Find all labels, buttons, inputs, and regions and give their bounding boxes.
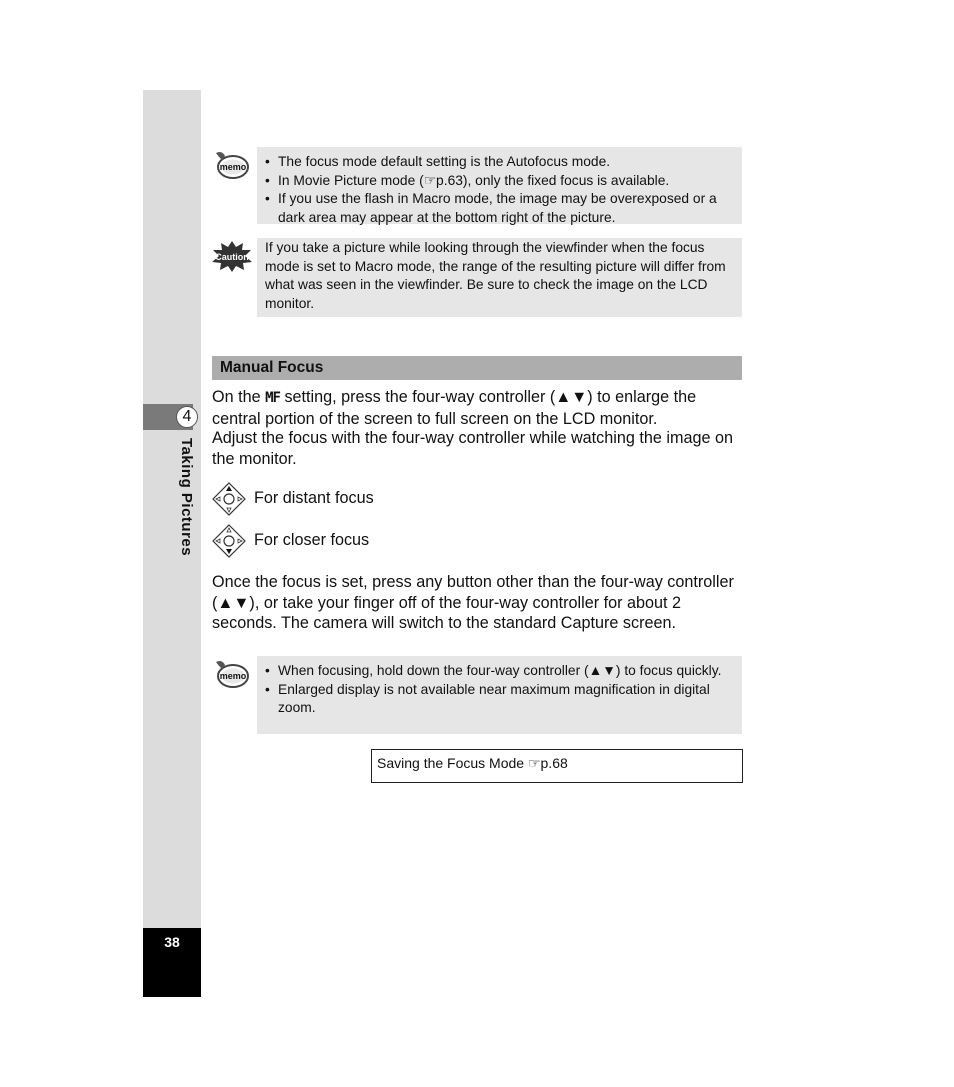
caution-icon-label: Caution bbox=[215, 252, 249, 262]
memo-list bbox=[257, 147, 742, 233]
memo-item: • The focus mode default setting is the Autofocus mode. bbox=[257, 153, 736, 172]
memo-list bbox=[257, 656, 742, 724]
chapter-title: Taking Pictures bbox=[178, 438, 195, 557]
paragraph-1-end: setting, press the four-way controller (▲▼) to enlarge the central portion of the screen to full screen on the LCD monitor. bbox=[212, 388, 697, 428]
control-label: For closer focus bbox=[254, 531, 370, 549]
mf-mode-symbol: MF bbox=[265, 390, 280, 406]
page-number: 38 bbox=[164, 934, 180, 950]
memo-icon-label: memo bbox=[219, 671, 247, 681]
reference-link[interactable]: Saving the Focus Mode ☞p.68 bbox=[377, 755, 568, 771]
section-header bbox=[212, 356, 742, 380]
memo-box bbox=[257, 147, 742, 224]
memo-icon bbox=[212, 148, 252, 182]
caution-icon bbox=[211, 240, 253, 272]
memo-item: • When focusing, hold down the four-way controller (▲▼) to focus quickly. bbox=[257, 662, 736, 681]
caution-box bbox=[257, 238, 742, 317]
memo-item: • Enlarged display is not available near maximum magnification in digital zoom. bbox=[257, 681, 736, 718]
paragraph-1-start: On the bbox=[212, 388, 266, 406]
paragraph-2: Adjust the focus with the four-way controller while watching the image on the monitor. bbox=[212, 429, 733, 468]
caution-text: If you take a picture while looking through the viewfinder when the focus mode is set to Macro mode, the range of the resulting picture will differ from what was seen in the viewfinder. Be sure to check the image on the LCD monitor. bbox=[265, 240, 726, 311]
memo-icon bbox=[212, 657, 252, 691]
section-title: Manual Focus bbox=[220, 359, 324, 376]
paragraph-3: Once the focus is set, press any button other than the four-way controller (▲▼), or take your finger off of the four-way controller for about 2 seconds. The camera will switch to the standard Capture screen. bbox=[212, 573, 734, 632]
four-way-controller-down-icon bbox=[212, 524, 246, 558]
chapter-number: 4 bbox=[176, 406, 198, 428]
memo-item: • In Movie Picture mode (☞p.63), only the fixed focus is available. bbox=[257, 172, 736, 191]
paragraph-1 bbox=[212, 387, 747, 429]
control-label: For distant focus bbox=[254, 489, 374, 507]
reference-box bbox=[371, 749, 743, 783]
memo-item: • If you use the flash in Macro mode, the image may be overexposed or a dark area may appear at the bottom right of the picture. bbox=[257, 190, 736, 227]
memo-box bbox=[257, 656, 742, 734]
four-way-controller-up-icon bbox=[212, 482, 246, 516]
memo-icon-label: memo bbox=[219, 162, 247, 172]
